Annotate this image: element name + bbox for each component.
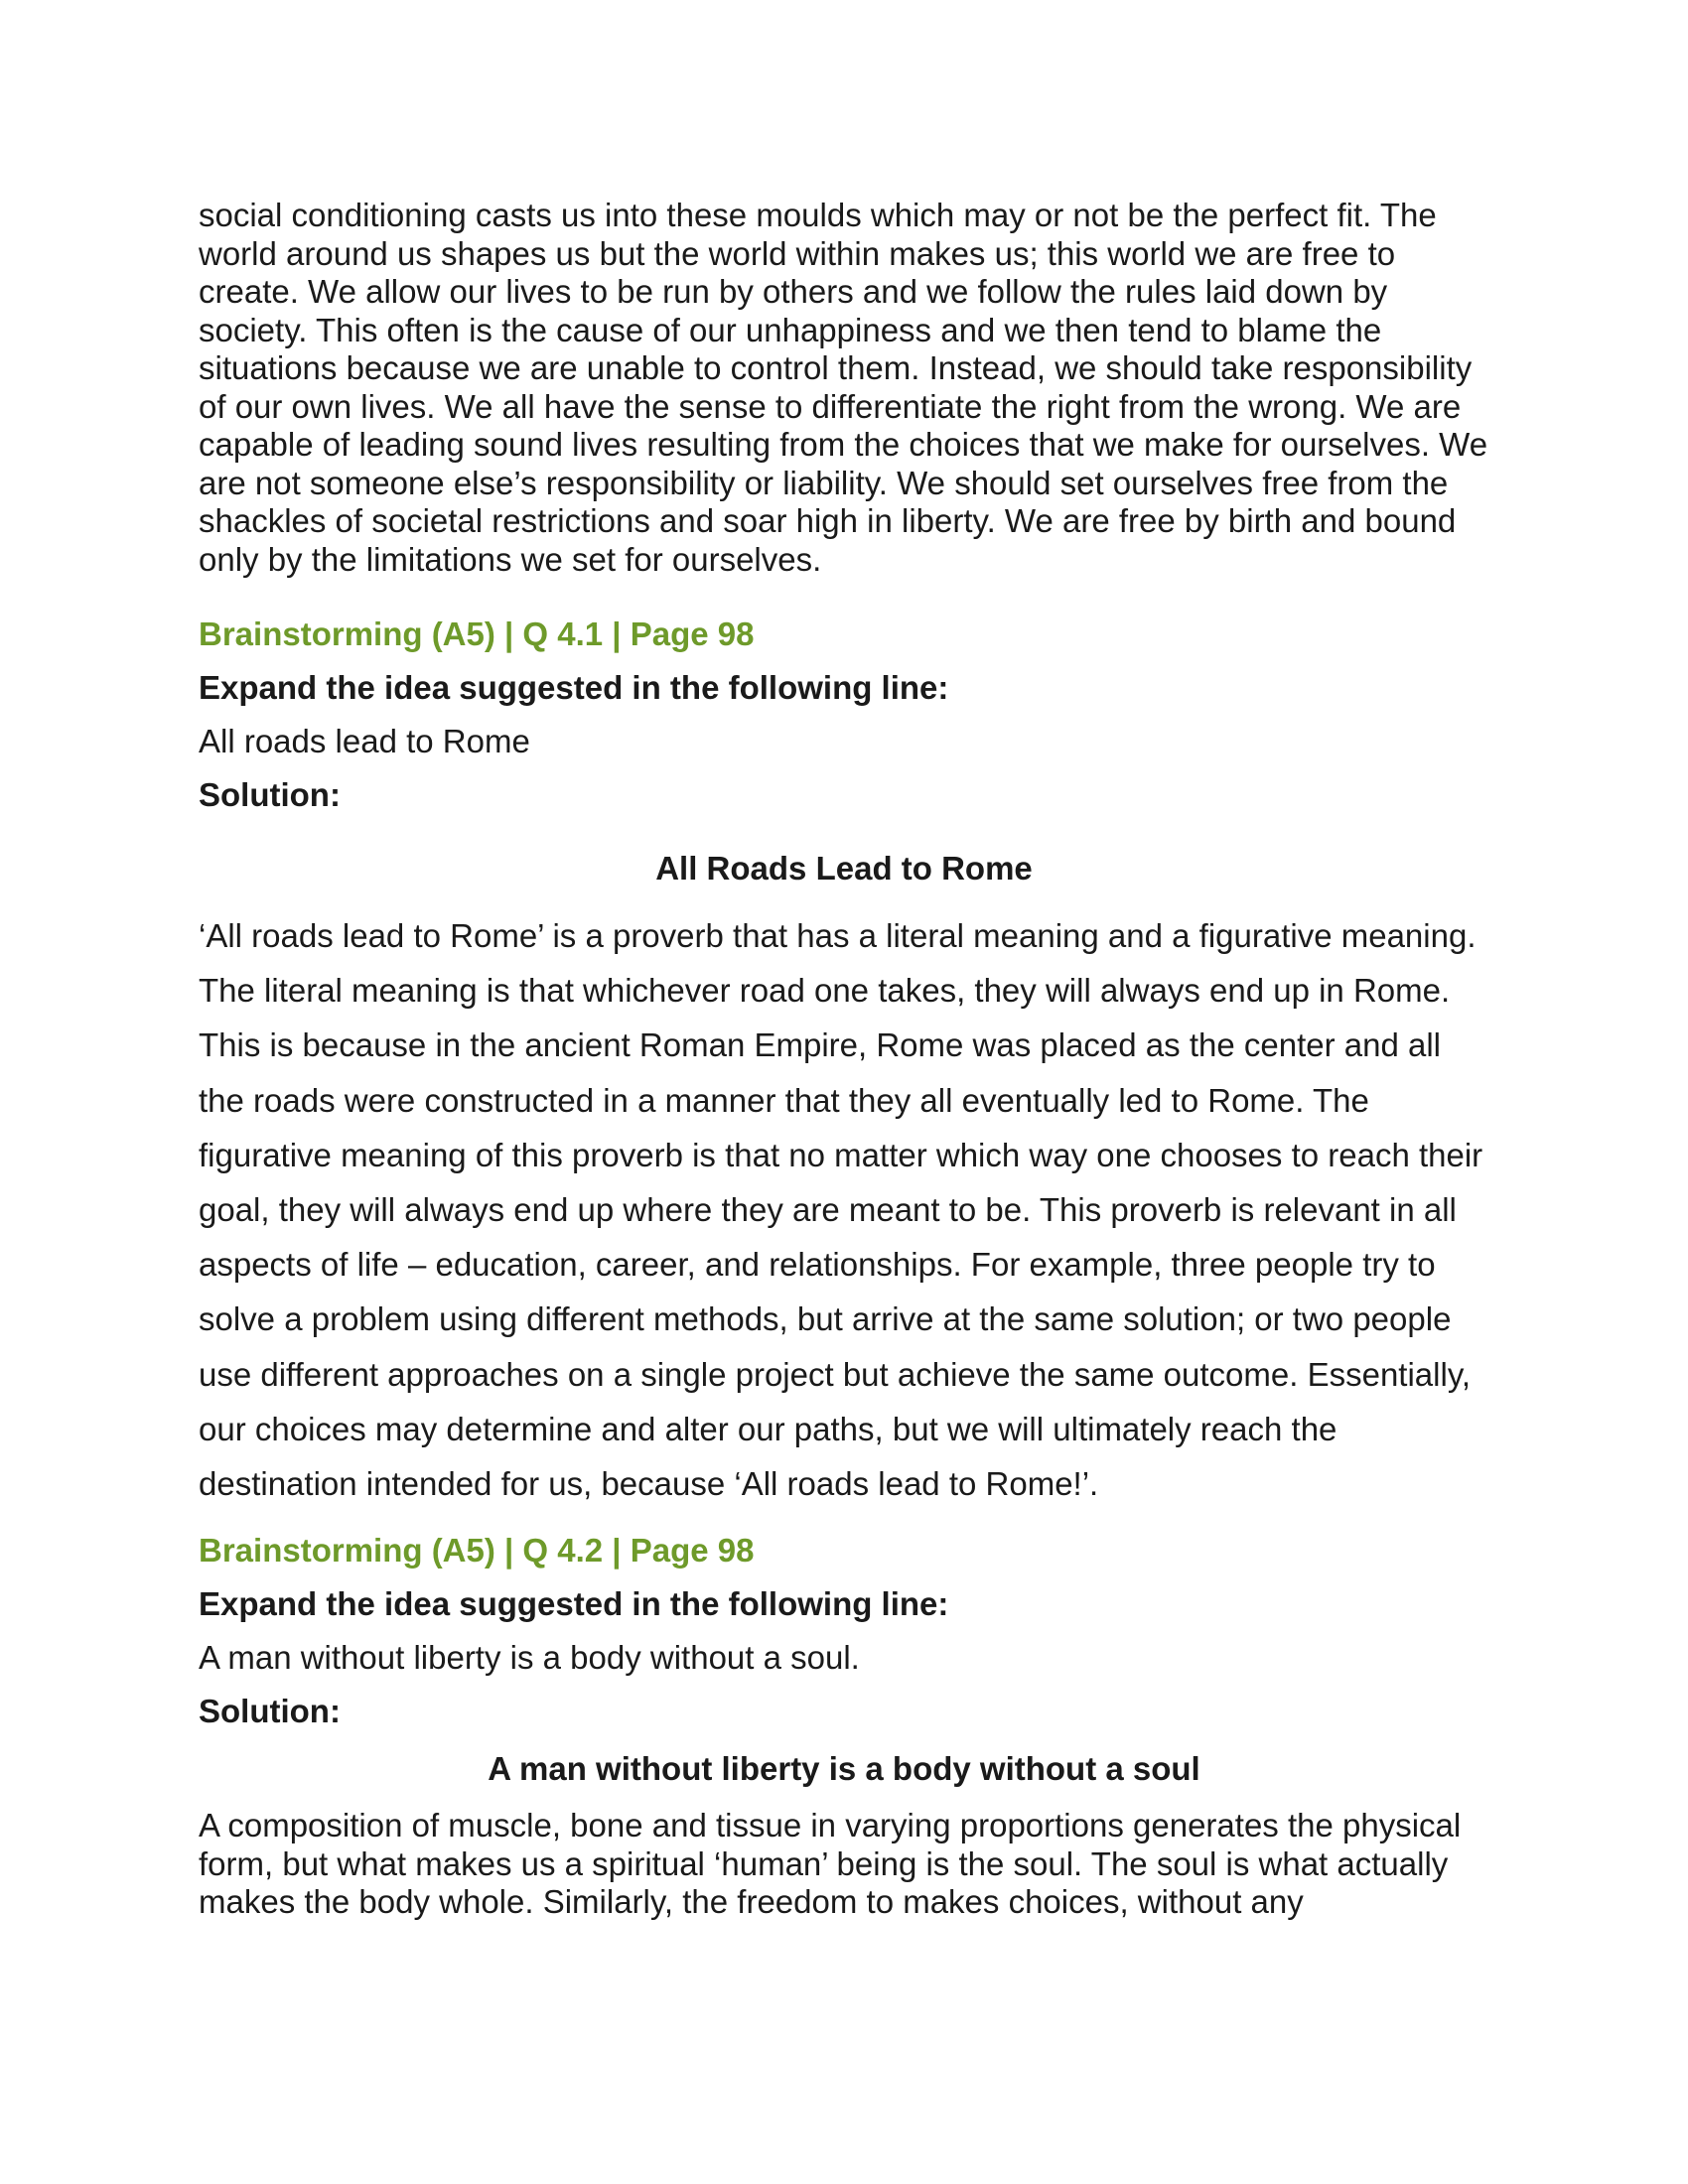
- essay-body-liberty: A composition of muscle, bone and tissue in varying proportions generates the physical form, but what makes us a spiritual ‘human’ being is the soul. The soul is what actually makes the body whole. Similarly, the freedom to makes choices, without any: [199, 1807, 1462, 1921]
- question-4-1-heading: Brainstorming (A5) | Q 4.1 | Page 98: [199, 615, 755, 652]
- essay-body-all-roads: ‘All roads lead to Rome’ is a proverb that has a literal meaning and a figurative meaning. The literal meaning is that whichever road one takes, they will always end up in Rome. This is because in the ancient Roman Empire, Rome was placed as the center and all the roads were constructed in a manner that they all eventually led to Rome. The figurative meaning of this proverb is that no matter which way one chooses to reach their goal, they will always end up where they are meant to be. This proverb is relevant in all aspects of life – education, career, and relationships. For example, three people try to solve a problem using different methods, but arrive at the same solution; or two people use different approaches on a single project but achieve the same outcome. Essentially, our choices may determine and alter our paths, but we will ultimately reach the destination intended for us, because ‘All roads lead to Rome!’.: [199, 917, 1483, 1503]
- essay-title-all-roads: All Roads Lead to Rome: [655, 850, 1033, 887]
- essay-title-liberty: A man without liberty is a body without a soul: [488, 1750, 1200, 1788]
- question-4-2-solution-label: Solution:: [199, 1693, 341, 1730]
- intro-paragraph: social conditioning casts us into these moulds which may or not be the perfect fit. The world around us shapes us but the world within makes us; this world we are free to create. We allow our lives to be run by others and we follow the rules laid down by society. This often is the cause of our unhappiness and we then tend to blame the situations because we are unable to control them. Instead, we should take responsibility of our own lives. We all have the sense to differentiate the right from the wrong. We are capable of leading sound lives resulting from the choices that we make for ourselves. We are not someone else’s responsibility or liability. We should set ourselves free from the shackles of societal restrictions and soar high in liberty. We are free by birth and bound only by the limitations we set for ourselves.: [199, 197, 1488, 578]
- document-page: [199, 197, 1489, 1922]
- question-4-1-prompt: Expand the idea suggested in the following line:: [199, 669, 949, 706]
- question-4-1-solution-label: Solution:: [199, 776, 341, 813]
- question-4-2-prompt: Expand the idea suggested in the following line:: [199, 1585, 949, 1623]
- question-4-1-line: All roads lead to Rome: [199, 723, 530, 759]
- question-4-2-heading: Brainstorming (A5) | Q 4.2 | Page 98: [199, 1532, 755, 1570]
- question-4-2-line: A man without liberty is a body without a soul.: [199, 1639, 860, 1677]
